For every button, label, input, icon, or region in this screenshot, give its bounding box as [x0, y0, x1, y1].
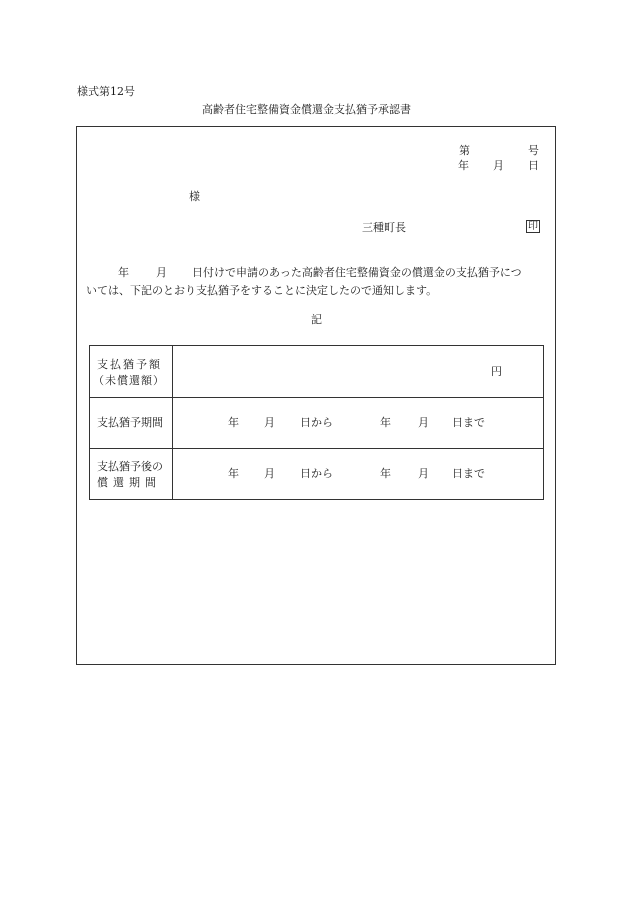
date-month: 月	[493, 159, 504, 172]
body-text-line2: いては、下記のとおり支払猶予をすることに決定したので通知します。	[86, 284, 438, 297]
table-row-divider	[90, 397, 543, 398]
row2-to-day: 日まで	[452, 416, 485, 429]
row2-from-month: 月	[264, 416, 275, 429]
row3-label-line2: 償還期間	[97, 476, 161, 489]
details-table	[89, 345, 544, 500]
table-column-divider	[172, 346, 173, 499]
doc-number-prefix: 第	[459, 144, 470, 157]
row3-to-day: 日まで	[452, 467, 485, 480]
row1-label-line1: 支払猶予額	[97, 358, 162, 371]
row3-from-month: 月	[264, 467, 275, 480]
row3-from-day: 日から	[300, 467, 333, 480]
row1-yen: 円	[491, 365, 502, 378]
body-year: 年	[118, 266, 129, 279]
issuer-name: 三種町長	[362, 221, 406, 234]
date-day: 日	[528, 159, 539, 172]
addressee-suffix: 様	[189, 190, 200, 203]
doc-number-suffix: 号	[528, 144, 539, 157]
form-number: 様式第12号	[77, 85, 135, 98]
table-row-divider	[90, 448, 543, 449]
row2-to-month: 月	[418, 416, 429, 429]
body-text-line1: 日付けで申請のあった高齢者住宅整備資金の償還金の支払猶予につ	[192, 266, 522, 279]
seal-mark: 印	[528, 221, 538, 232]
date-year: 年	[458, 159, 469, 172]
row3-from-year: 年	[228, 467, 239, 480]
row2-from-year: 年	[228, 416, 239, 429]
row1-label-line2: （未償還額）	[93, 374, 165, 387]
row3-to-year: 年	[380, 467, 391, 480]
document-title: 高齢者住宅整備資金償還金支払猶予承認書	[202, 103, 411, 116]
ki-heading: 記	[311, 313, 322, 326]
body-month: 月	[156, 266, 167, 279]
row2-label: 支払猶予期間	[97, 416, 163, 429]
row3-label-line1: 支払猶予後の	[97, 460, 163, 473]
row2-from-day: 日から	[300, 416, 333, 429]
row3-to-month: 月	[418, 467, 429, 480]
row2-to-year: 年	[380, 416, 391, 429]
